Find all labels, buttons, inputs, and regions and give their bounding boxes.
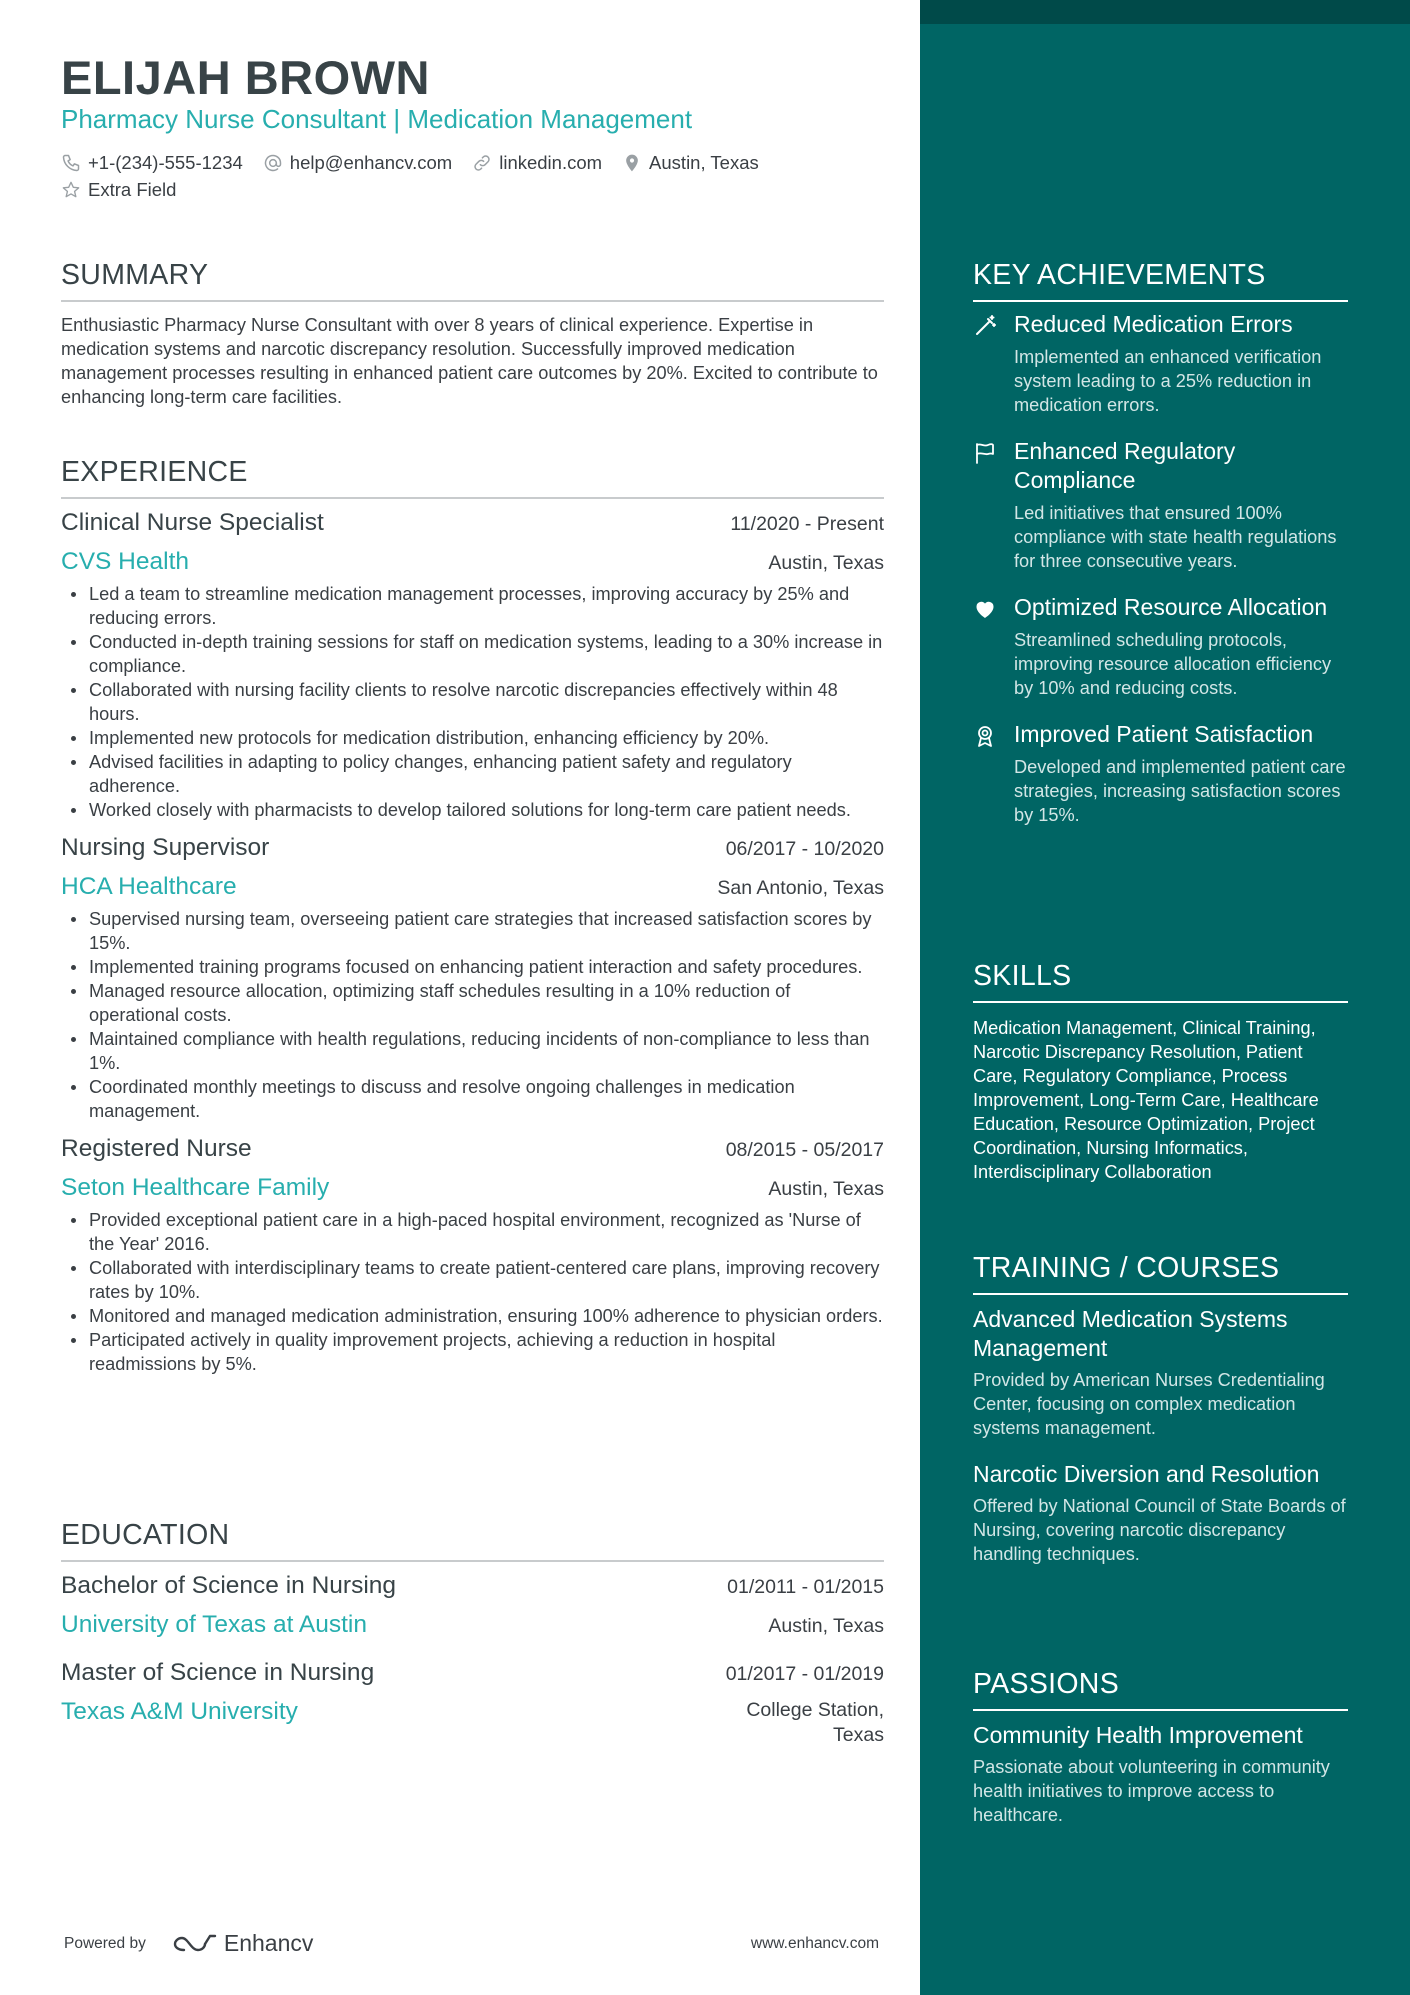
job-title: Nursing Supervisor	[61, 834, 270, 861]
achievement-title: Optimized Resource Allocation	[1014, 594, 1328, 620]
job-company: CVS Health	[61, 548, 190, 575]
enhancv-logo-icon	[172, 1932, 218, 1956]
footer	[64, 1930, 879, 1957]
job-bullet: Conducted in-depth training sessions for staff on medication systems, leading to a 30% increase in compliance.	[61, 630, 884, 678]
magic-wand-icon	[973, 314, 997, 338]
contact-phone[interactable]	[61, 152, 243, 174]
passion-title: Community Health Improvement	[973, 1722, 1303, 1748]
job-bullet: Monitored and managed medication administration, ensuring 100% adherence to physician orders.	[61, 1304, 884, 1328]
extra-field-text: Extra Field	[88, 179, 177, 200]
footer-url[interactable]: www.enhancv.com	[750, 1934, 879, 1952]
linkedin-text: linkedin.com	[499, 152, 603, 173]
experience-heading: EXPERIENCE	[61, 456, 248, 488]
job-bullet: Worked closely with pharmacists to develop tailored solutions for long-term care patient needs.	[61, 798, 884, 822]
job-bullet: Collaborated with nursing facility clients to resolve narcotic discrepancies effectively within 48 hours.	[61, 678, 884, 726]
job-company: Seton Healthcare Family	[61, 1174, 330, 1201]
contact-location	[622, 152, 759, 174]
brand-text: Enhancv	[223, 1930, 314, 1956]
job-entry	[61, 509, 884, 822]
enhancv-logo[interactable]	[172, 1930, 314, 1957]
degree-title: Bachelor of Science in Nursing	[61, 1572, 397, 1599]
achievement-item	[973, 593, 1348, 700]
job-title: Registered Nurse	[61, 1135, 252, 1162]
job-bullet: Supervised nursing team, overseeing patient care strategies that increased satisfaction scores by 15%.	[61, 907, 884, 955]
job-bullet: Implemented new protocols for medication distribution, enhancing efficiency by 20%.	[61, 726, 884, 750]
sidebar-column	[920, 0, 1410, 1995]
job-bullet: Advised facilities in adapting to policy changes, enhancing patient safety and regulatory adherence.	[61, 750, 884, 798]
education-entry	[61, 1572, 884, 1639]
summary-heading: SUMMARY	[61, 259, 209, 291]
passion-desc: Passionate about volunteering in community health initiatives to improve access to healthcare.	[973, 1757, 1330, 1825]
job-location: San Antonio, Texas	[717, 877, 884, 899]
job-bullet: Coordinated monthly meetings to discuss and resolve ongoing challenges in medication management.	[61, 1075, 884, 1123]
passion-item	[973, 1721, 1348, 1827]
course-desc: Provided by American Nurses Credentialing Center, focusing on complex medication systems management.	[973, 1370, 1325, 1438]
course-item	[973, 1460, 1348, 1566]
school-location: Austin, Texas	[768, 1615, 884, 1637]
contact-linkedin[interactable]	[472, 152, 602, 174]
job-bullet: Managed resource allocation, optimizing staff schedules resulting in a 10% reduction of operational costs.	[61, 979, 884, 1027]
sidebar-top-band	[920, 0, 1410, 24]
job-entry	[61, 1135, 884, 1376]
course-title: Narcotic Diversion and Resolution	[973, 1461, 1320, 1487]
achievement-desc: Led initiatives that ensured 100% compliance with state health regulations for three consecutive years.	[1014, 503, 1337, 571]
achievement-desc: Implemented an enhanced verification system leading to a 25% reduction in medication errors.	[1014, 347, 1322, 415]
star-icon	[61, 180, 81, 200]
skills-section	[973, 956, 1348, 1184]
skills-text: Medication Management, Clinical Training, Narcotic Discrepancy Resolution, Patient Care, Regulatory Compliance, Process Improvement, Long-Term Care, Healthcare Education, Resource Optimization, Project Coordination, Nursing Informatics, Interdisciplinary Collaboration	[973, 1018, 1319, 1182]
achievement-title: Reduced Medication Errors	[1014, 311, 1293, 337]
achievements-heading: KEY ACHIEVEMENTS	[973, 259, 1266, 291]
education-dates: 01/2017 - 01/2019	[725, 1663, 884, 1685]
passions-heading: PASSIONS	[973, 1668, 1119, 1700]
award-ribbon-icon	[973, 724, 997, 748]
education-entry	[61, 1659, 884, 1748]
achievements-section	[973, 255, 1348, 827]
job-bullet: Implemented training programs focused on enhancing patient interaction and safety procedures.	[61, 955, 884, 979]
summary-text: Enthusiastic Pharmacy Nurse Consultant with over 8 years of clinical experience. Expertise in medication systems and narcotic discrepancy resolution. Successfully improved medication management processes resulting in enhanced patient care outcomes by 20%. Excited to contribute to enhancing long-term care facilities.	[61, 315, 878, 407]
heart-icon	[973, 597, 997, 621]
powered-by-text: Powered by	[64, 1934, 146, 1952]
experience-section	[61, 452, 884, 1376]
job-location: Austin, Texas	[768, 552, 884, 574]
summary-section	[61, 255, 884, 409]
education-dates: 01/2011 - 01/2015	[727, 1576, 884, 1598]
phone-text: +1-(234)-555-1234	[88, 152, 243, 173]
job-entry	[61, 834, 884, 1123]
achievement-item	[973, 720, 1348, 827]
job-bullet: Collaborated with interdisciplinary teams to create patient-centered care plans, improving recovery rates by 10%.	[61, 1256, 884, 1304]
section-divider	[61, 1560, 884, 1562]
section-divider	[61, 300, 884, 302]
training-heading: TRAINING / COURSES	[973, 1252, 1280, 1284]
section-divider	[61, 497, 884, 499]
education-heading: EDUCATION	[61, 1519, 230, 1551]
school-name: Texas A&M University	[61, 1698, 298, 1725]
section-divider	[973, 1709, 1348, 1711]
section-divider	[973, 1001, 1348, 1003]
achievement-item	[973, 437, 1348, 573]
education-section	[61, 1515, 884, 1748]
course-item	[973, 1305, 1348, 1440]
flag-icon	[973, 441, 997, 465]
course-title: Advanced Medication Systems Management	[973, 1306, 1288, 1361]
job-bullets	[61, 582, 884, 822]
job-bullets	[61, 1208, 884, 1376]
job-title: Clinical Nurse Specialist	[61, 509, 324, 536]
achievement-desc: Developed and implemented patient care strategies, increasing satisfaction scores by 15%.	[1014, 757, 1346, 825]
school-location-line: College Station,	[746, 1699, 884, 1721]
degree-title: Master of Science in Nursing	[61, 1659, 375, 1686]
passions-section	[973, 1664, 1348, 1827]
job-company: HCA Healthcare	[61, 873, 237, 900]
achievement-item	[973, 310, 1348, 417]
job-bullet: Participated actively in quality improvement projects, achieving a reduction in hospital readmissions by 5%.	[61, 1328, 884, 1376]
skills-heading: SKILLS	[973, 960, 1072, 992]
at-icon	[263, 153, 283, 173]
contact-extra	[61, 179, 176, 201]
contact-row	[61, 152, 779, 174]
contact-row-extra	[61, 179, 196, 201]
achievement-desc: Streamlined scheduling protocols, improving resource allocation efficiency by 10% and reducing costs.	[1014, 630, 1332, 698]
location-pin-icon	[622, 153, 642, 173]
achievement-title: Improved Patient Satisfaction	[1014, 721, 1314, 747]
school-location	[746, 1698, 884, 1748]
phone-icon	[61, 153, 81, 173]
candidate-name: ELIJAH BROWN	[61, 51, 430, 104]
job-bullet: Provided exceptional patient care in a high-paced hospital environment, recognized as 'Nurse of the Year' 2016.	[61, 1208, 884, 1256]
job-bullet: Maintained compliance with health regulations, reducing incidents of non-compliance to less than 1%.	[61, 1027, 884, 1075]
job-bullets	[61, 907, 884, 1123]
school-location-line: Texas	[833, 1724, 884, 1746]
school-name: University of Texas at Austin	[61, 1611, 367, 1638]
job-location: Austin, Texas	[768, 1178, 884, 1200]
section-divider	[973, 1293, 1348, 1295]
section-divider	[973, 300, 1348, 302]
link-icon	[472, 153, 492, 173]
location-text: Austin, Texas	[649, 152, 759, 173]
job-dates: 06/2017 - 10/2020	[725, 838, 884, 860]
job-dates: 08/2015 - 05/2017	[725, 1139, 884, 1161]
achievement-title: Enhanced Regulatory Compliance	[1014, 438, 1236, 493]
candidate-headline: Pharmacy Nurse Consultant | Medication Management	[61, 104, 693, 134]
email-text: help@enhancv.com	[289, 152, 453, 173]
job-dates: 11/2020 - Present	[730, 513, 884, 535]
course-desc: Offered by National Council of State Boards of Nursing, covering narcotic discrepancy handling techniques.	[973, 1496, 1346, 1564]
job-bullet: Led a team to streamline medication management processes, improving accuracy by 25% and reducing errors.	[61, 582, 884, 630]
training-section	[973, 1248, 1348, 1566]
contact-email[interactable]	[263, 152, 452, 174]
